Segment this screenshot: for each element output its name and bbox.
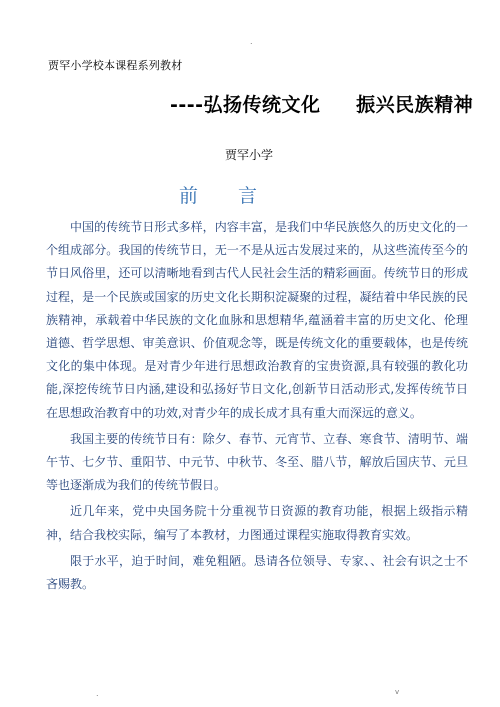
preface-body [46, 216, 468, 599]
series-label: 贾罕小学校本课程系列教材 [48, 59, 183, 72]
bottom-right-mark: v [395, 688, 400, 696]
preface-paragraph-4: 限于水平，迫于时间，难免粗陋。恳请各位领导、专家、、社会有识之士不吝赐教。 [46, 553, 468, 592]
preface-heading [179, 181, 257, 208]
preface-paragraph-3: 近几年来，党中央国务院十分重视节日资源的教育功能，根据上级指示精神，结合我校实际，编写了本教材，力图通过课程实施取得教育实效。 [46, 504, 468, 542]
preface-heading-char-1: 前 [179, 185, 199, 207]
title-text: ----弘扬传统文化 振兴民族精神 [170, 94, 474, 116]
page-title [170, 90, 480, 117]
school-name: 贾罕小学 [225, 148, 274, 162]
preface-paragraph-1: 中国的传统节日形式多样，内容丰富，是我们中华民族悠久的历史文化的一个组成部分。我国的传统节日，无一不是从远古发展过来的，从这些流传至今的节日风俗里，还可以清晰地看到古代人民社会生活的精彩画面。传统节日的形成过程，是一个民族或国家的历史文化长期积淀凝聚的过程，凝结着中华民族的民族精神，承载着中华民族的文化血脉和思想精华,蕴涵着丰富的历史文化、伦理道德、哲学思想、审美意识、价值观念等，既是传统文化的重要载体，也是传统文化的集中体现。是对青少年进行思想政治教育的宝贵资源,具有较强的教化功能,深挖传统节日内涵,建设和弘扬好节日文化,创新节日活动形式,发挥传统节日在思想政治教育中的功效,对青少年的成长成才具有重大而深远的意义。 [46, 220, 468, 420]
preface-heading-char-2: 言 [238, 185, 258, 207]
preface-paragraph-2: 我国主要的传统节日有：除夕、春节、元宵节、立春、寒食节、清明节、端午节、七夕节、重阳节、中元节、中秋节、冬至、腊八节，解放后国庆节、元旦等也逐渐成为我们的传统节假日。 [46, 431, 468, 493]
top-dot-mark: . [250, 37, 253, 46]
bottom-left-dot-mark: . [96, 689, 99, 698]
